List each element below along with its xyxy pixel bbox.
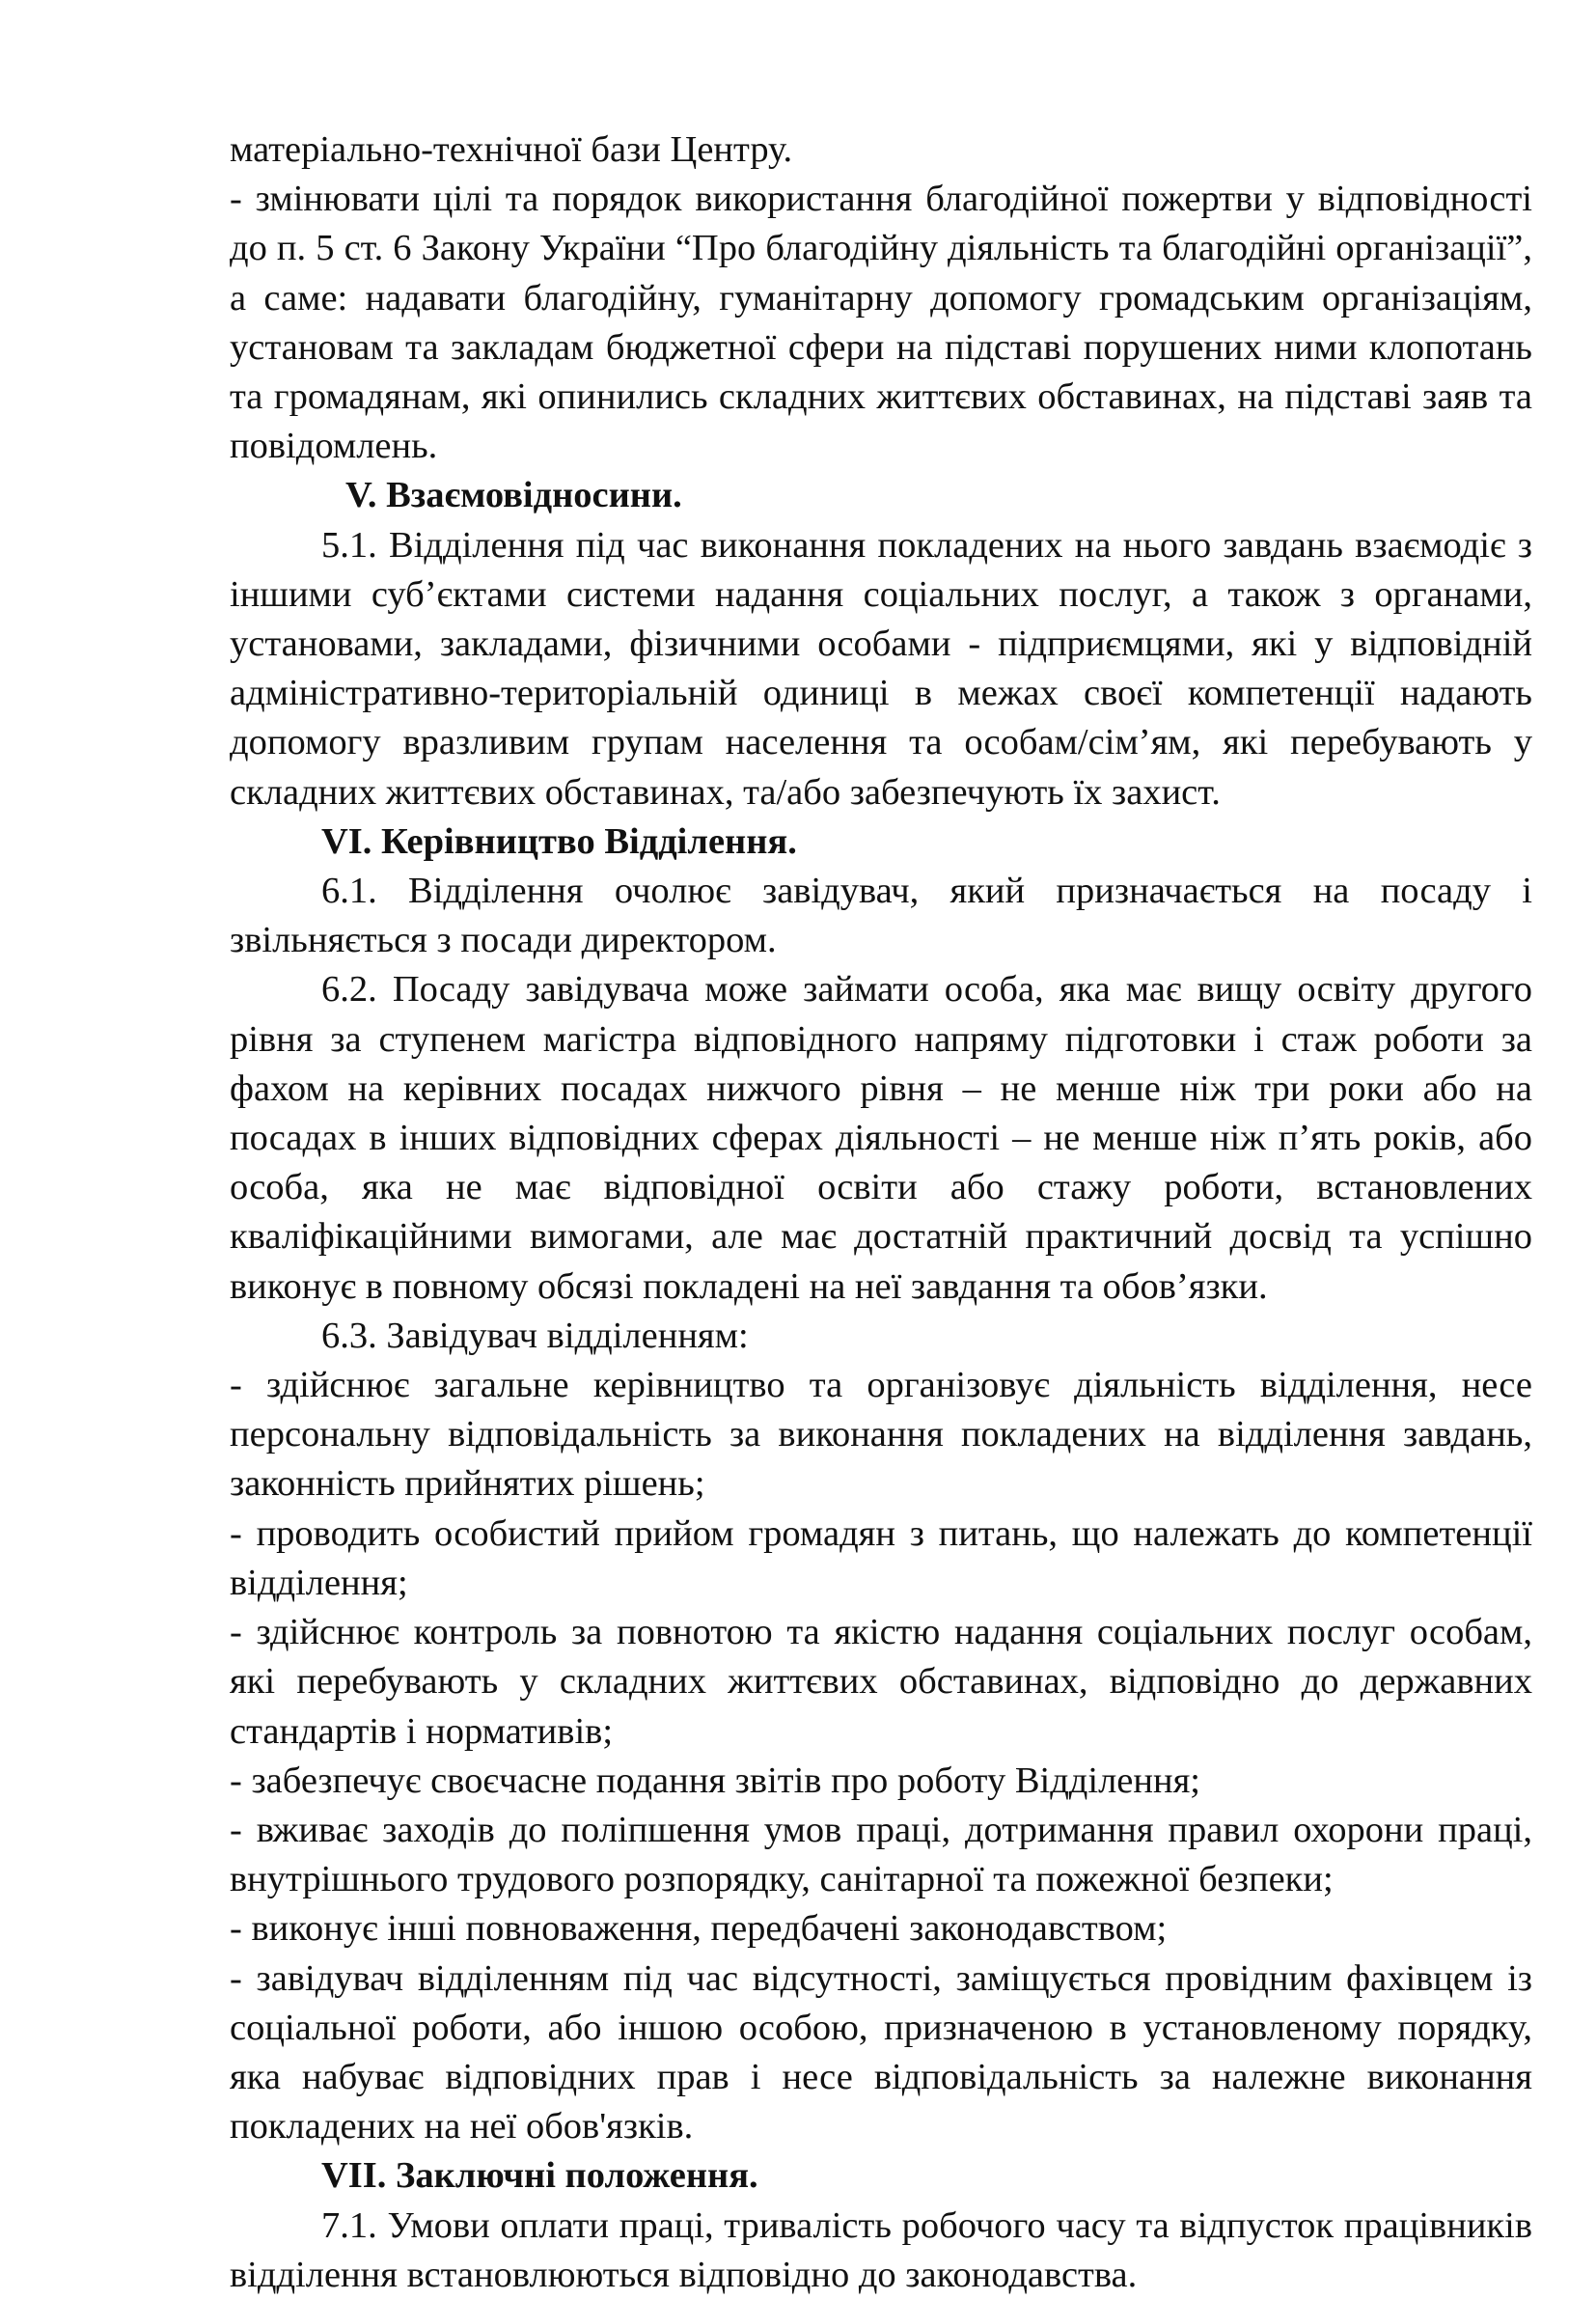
section-6-bullet: - забезпечує своєчасне подання звітів про роботу Відділення; — [230, 1760, 1201, 1801]
section-7-heading: VII. Заключні положення. — [321, 2155, 758, 2197]
section-6-bullet: - проводить особистий прийом громадян з питань, що належать до компетенції відділення; — [230, 1512, 1532, 1603]
section-5-heading: V. Взаємовідносини. — [345, 475, 682, 516]
intro-bullet: - змінювати цілі та порядок використання благодійної пожертви у відповідності до п. 5 ст. 6 Закону України “Про благодійну діяльність та благодійні організації”, а саме: надавати благодійну, гуманітарну допомогу громадським організаціям, установам та закладам бюджетної сфери на підставі порушених ними клопотань та громадянам, які опинились складних життєвих обставинах, на підставі заяв та повідомлень. — [230, 179, 1532, 467]
section-5-paragraph-1: 5.1. Відділення під час виконання покладених на нього завдань взаємодіє з іншими суб’єктами системи надання соціальних послуг, а також з органами, установами, закладами, фізичними особами - підприємцями, які у відповідній адміністративно-територіальній одиниці в межах своєї компетенції надають допомогу вразливим групам населення та особам/сім’ям, які перебувають у складних життєвих обставинах, та/або забезпечують їх захист. — [230, 524, 1532, 813]
section-7-paragraph-1: 7.1. Умови оплати праці, тривалість робочого часу та відпусток працівників відділення встановлюються відповідно до законодавства. — [230, 2204, 1532, 2295]
section-6-paragraph-2: 6.2. Посаду завідувача може займати особа, яка має вищу освіту другого рівня за ступенем магістра відповідного напряму підготовки і стаж роботи за фахом на керівних посадах нижчого рівня – не менше ніж три роки або на посадах в інших відповідних сферах діяльності – не менше ніж п’ять років, або особа, яка не має відповідної освіти або стажу роботи, встановлених кваліфікаційними вимогами, але має достатній практичний досвід та успішно виконує в повному обсязі покладені на неї завдання та обов’язки. — [230, 969, 1532, 1307]
section-6-bullet: - вживає заходів до поліпшення умов праці, дотримання правил охорони праці, внутрішнього трудового розпорядку, санітарної та пожежної безпеки; — [230, 1809, 1532, 1900]
section-6-heading: VI. Керівництво Відділення. — [321, 820, 797, 862]
section-6-bullet: - здійснює контроль за повнотою та якістю надання соціальних послуг особам, які перебувають у складних життєвих обставинах, відповідно до державних стандартів і нормативів; — [230, 1612, 1532, 1752]
intro-line: матеріально-технічної бази Центру. — [230, 129, 793, 170]
section-6-paragraph-1: 6.1. Відділення очолює завідувач, який призначається на посаду і звільняється з посади директором. — [230, 871, 1532, 961]
section-6-paragraph-3: 6.3. Завідувач відділенням: — [321, 1315, 749, 1356]
section-6-bullet: - виконує інші повноваження, передбачені законодавством; — [230, 1908, 1168, 1950]
section-6-bullet: - завідувач відділенням під час відсутності, заміщується провідним фахівцем із соціальної роботи, або іншою особою, призначеною в установленому порядку, яка набуває відповідних прав і несе відповідальність за належне виконання покладених на неї обов'язків. — [230, 1957, 1532, 2148]
section-6-bullet: - здійснює загальне керівництво та організовує діяльність відділення, несе персональну відповідальність за виконання покладених на відділення завдань, законність прийнятих рішень; — [230, 1365, 1532, 1505]
document-page — [230, 125, 1532, 2300]
